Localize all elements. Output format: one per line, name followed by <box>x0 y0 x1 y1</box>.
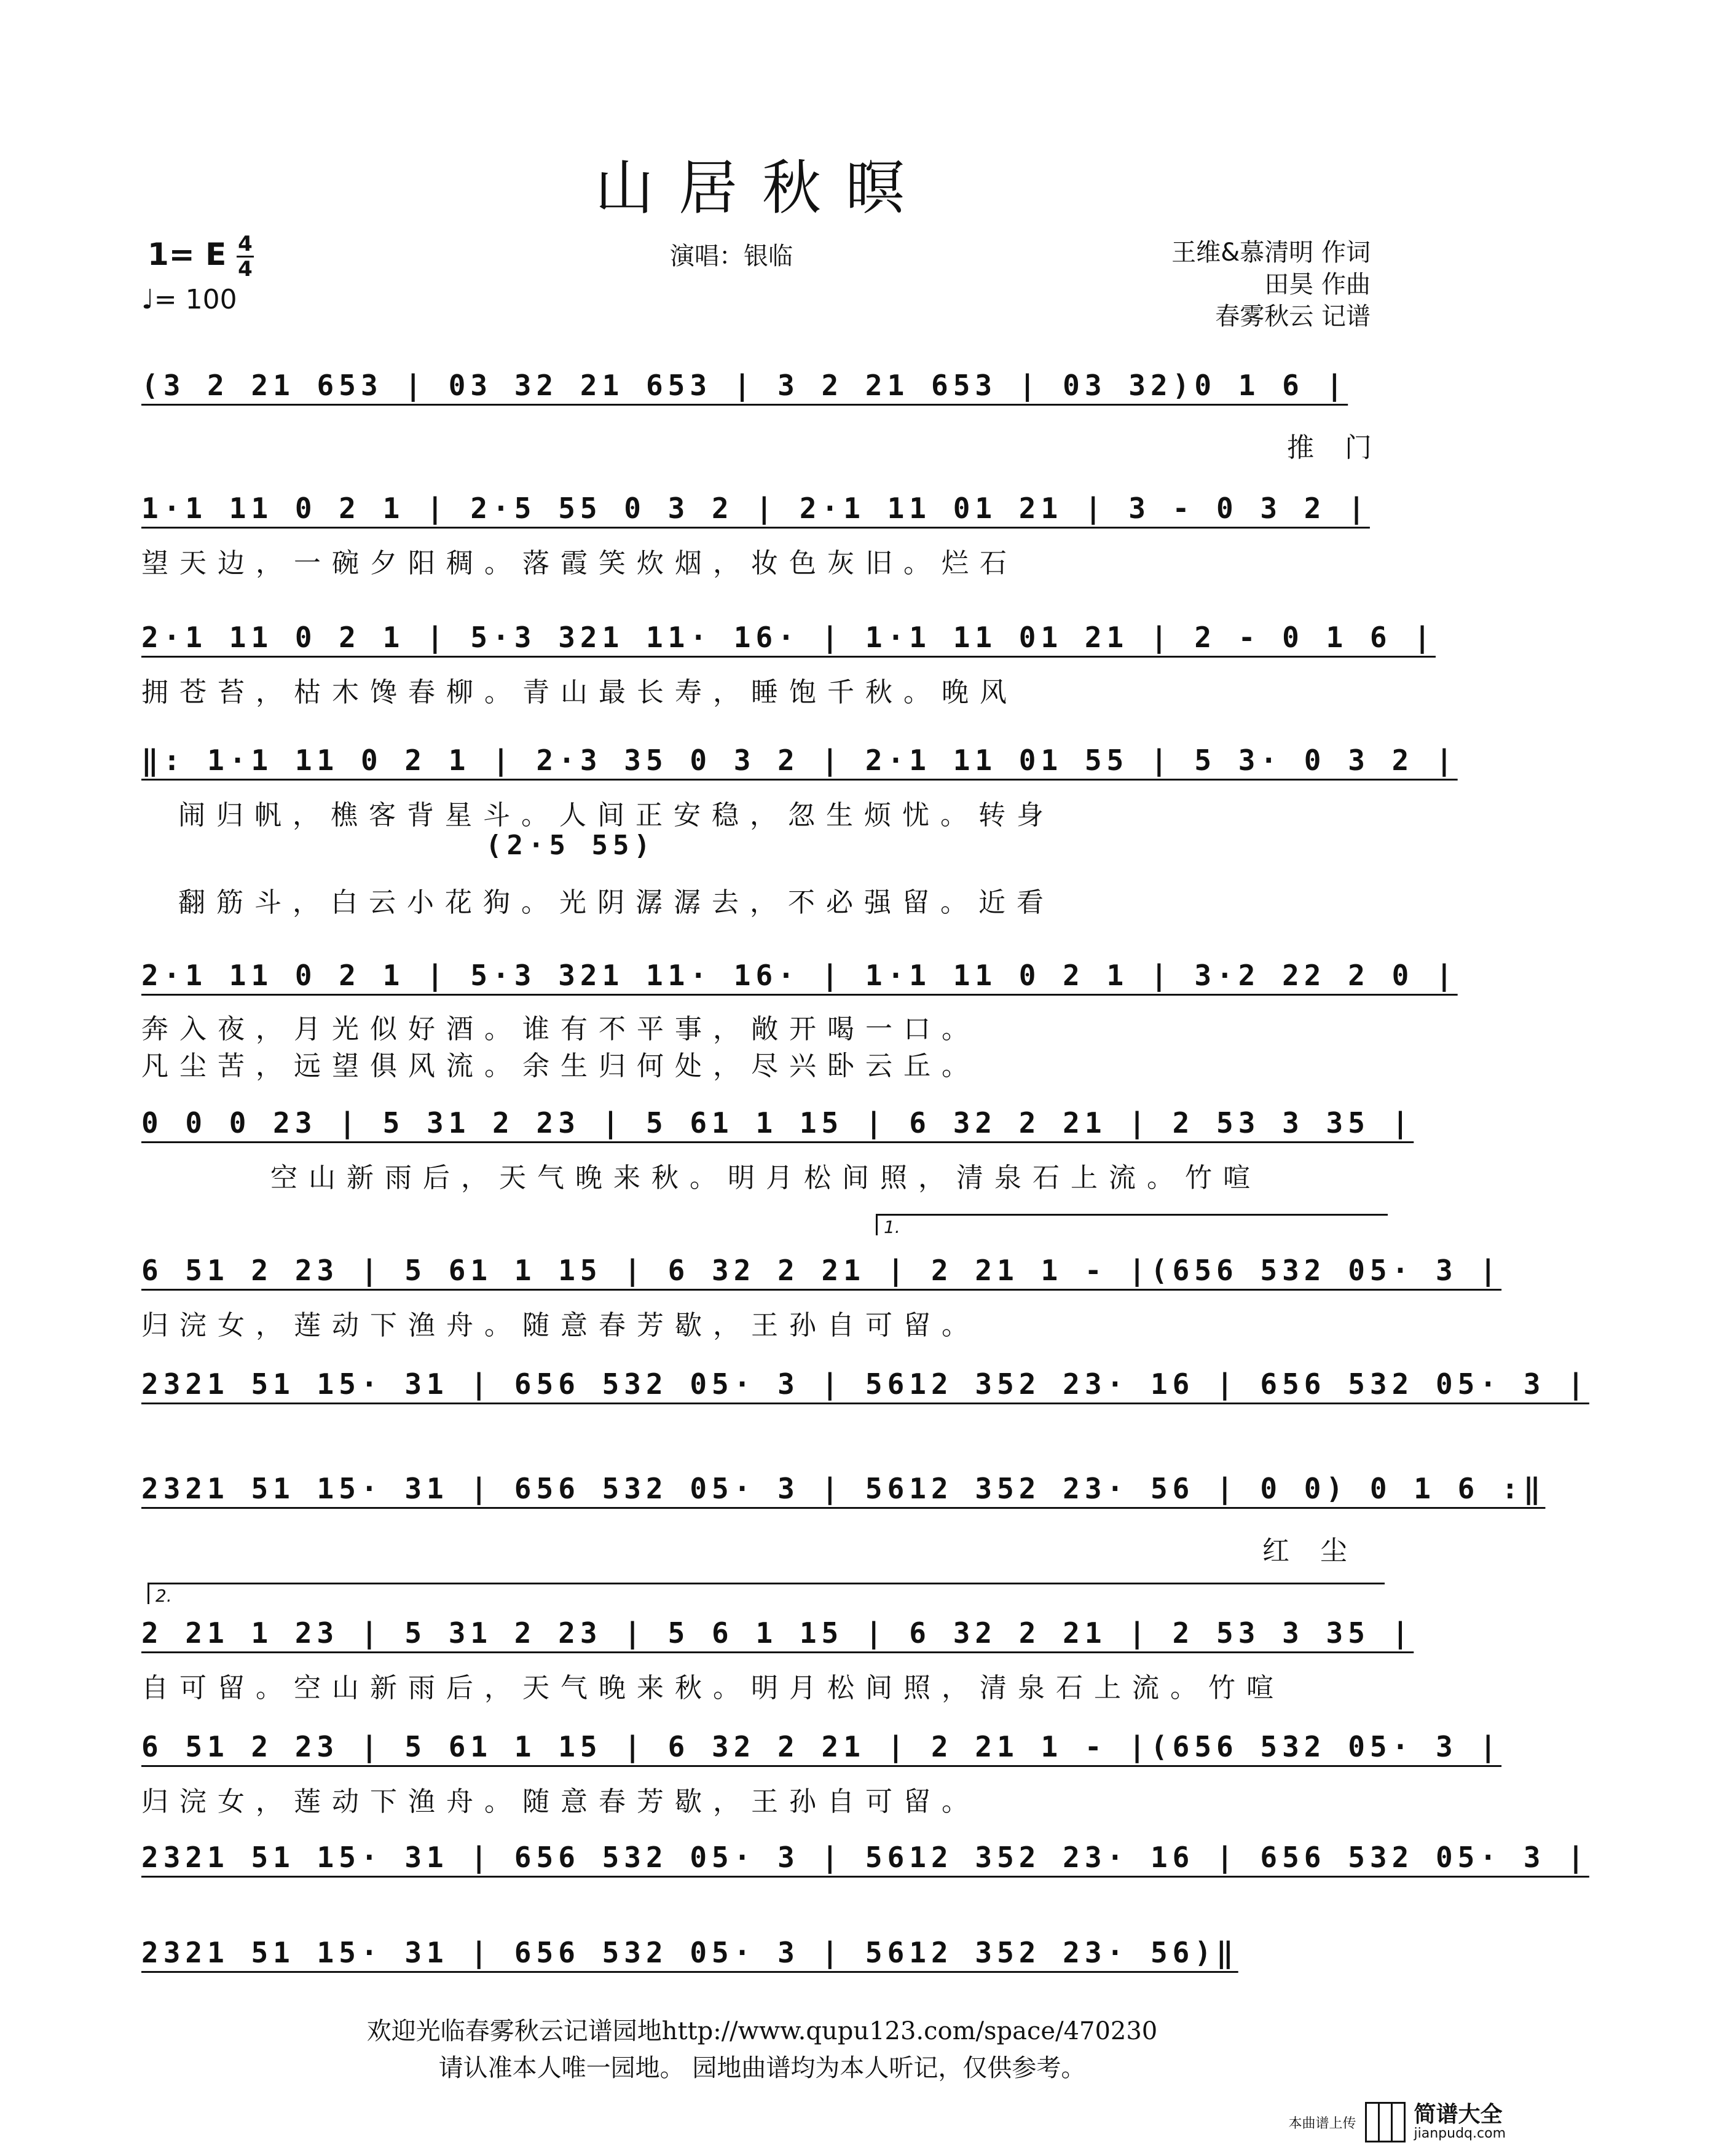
notation-line: 1·1 11 0 2 1 | 2·5 55 0 3 2 | 2·1 11 01 21 | 3 - 0 3 2 | <box>141 492 1370 525</box>
lyric-line: 空山新雨后，天气晚来秋。明月松间照，清泉石上流。竹喧 <box>270 1162 1261 1194</box>
key-signature: 1= E <box>148 237 227 272</box>
notation-line: ‖: 1·1 11 0 2 1 | 2·3 35 0 3 2 | 2·1 11 01 55 | 5 3· 0 3 2 | <box>141 744 1458 777</box>
site-logo <box>1289 2102 1506 2142</box>
alternate-notes: (2·5 55) <box>486 830 655 861</box>
piano-keys-icon <box>1365 2102 1406 2142</box>
notation-line: 0 0 0 23 | 5 31 2 23 | 5 61 1 15 | 6 32 2 21 | 2 53 3 35 | <box>141 1106 1414 1139</box>
lyric-line-verse-1: 奔入夜，月光似好酒。谁有不平事，敞开喝一口。 <box>141 1013 980 1045</box>
lyric-line: 归浣女，莲动下渔舟。随意春芳歇，王孙自可留。 <box>141 1310 980 1341</box>
upload-text: 本曲谱上传 <box>1288 2115 1356 2131</box>
transcriber: 春雾秋云 记谱 <box>1215 302 1371 331</box>
composer: 田昊 作曲 <box>1264 270 1371 299</box>
second-ending-bracket: 2. <box>148 1583 1385 1604</box>
logo-text <box>1414 2103 1506 2141</box>
notation-line: 6 51 2 23 | 5 61 1 15 | 6 32 2 21 | 2 21 1 - |(656 532 05· 3 | <box>141 1254 1502 1287</box>
singer: 演唱：银临 <box>670 242 793 270</box>
lyricist: 王维&慕清明 作词 <box>1171 238 1371 267</box>
lyric-line: 自可留。空山新雨后，天气晚来秋。明月松间照，清泉石上流。竹喧 <box>141 1672 1284 1704</box>
notation-line: 2321 51 15· 31 | 656 532 05· 3 | 5612 352 23· 56 | 0 0) 0 1 6 :‖ <box>141 1472 1546 1505</box>
score-title: 山居秋暝 <box>595 154 929 222</box>
notation-line: 2321 51 15· 31 | 656 532 05· 3 | 5612 352 23· 16 | 656 532 05· 3 | <box>141 1367 1589 1401</box>
notation-line: 2 21 1 23 | 5 31 2 23 | 5 6 1 15 | 6 32 2 21 | 2 53 3 35 | <box>141 1616 1414 1650</box>
notation-line: (3 2 21 653 | 03 32 21 653 | 3 2 21 653 | 03 32)0 1 6 | <box>141 369 1348 402</box>
notation-line: 2·1 11 0 2 1 | 5·3 321 11· 16· | 1·1 11 0 2 1 | 3·2 22 2 0 | <box>141 959 1458 992</box>
time-sig-top: 4 <box>238 232 253 256</box>
lyric-line: 归浣女，莲动下渔舟。随意春芳歇，王孙自可留。 <box>141 1786 980 1817</box>
tempo-marking: ♩= 100 <box>141 284 237 315</box>
credits <box>1171 237 1371 332</box>
notation-line: 2·1 11 0 2 1 | 5·3 321 11· 16· | 1·1 11 01 21 | 2 - 0 1 6 | <box>141 621 1436 654</box>
notation-line: 2321 51 15· 31 | 656 532 05· 3 | 5612 352 23· 56)‖ <box>141 1936 1238 1969</box>
lyric-line: 红 尘 <box>1262 1535 1358 1567</box>
footer-line-1: 欢迎光临春雾秋云记谱园地http://www.qupu123.com/space/470230 <box>366 2017 1158 2045</box>
logo-site: jianpudq.com <box>1414 2126 1506 2141</box>
first-ending-bracket: 1. <box>876 1214 1388 1235</box>
notation-line: 6 51 2 23 | 5 61 1 15 | 6 32 2 21 | 2 21 1 - |(656 532 05· 3 | <box>141 1730 1502 1763</box>
footer-notice <box>0 2013 1524 2087</box>
time-sig-bottom: 4 <box>238 257 253 281</box>
lyric-line: 推 门 <box>1287 432 1383 463</box>
lyric-line-verse-1: 闹归帆，樵客背星斗。人间正安稳，忽生烦忧。转身 <box>178 800 1055 831</box>
lyric-line: 望天边，一碗夕阳稠。落霞笑炊烟，妆色灰旧。烂石 <box>141 548 1018 579</box>
lyric-line: 拥苍苔，枯木馋春柳。青山最长寿，睡饱千秋。晚风 <box>141 677 1018 708</box>
notation-line: 2321 51 15· 31 | 656 532 05· 3 | 5612 352 23· 16 | 656 532 05· 3 | <box>141 1841 1589 1874</box>
lyric-line-verse-2: 翻筋斗，白云小花狗。光阴潺潺去，不必强留。近看 <box>178 887 1055 918</box>
time-signature <box>237 234 254 280</box>
lyric-line-verse-2: 凡尘苦，远望俱风流。余生归何处，尽兴卧云丘。 <box>141 1050 980 1082</box>
logo-brand: 简谱大全 <box>1414 2102 1503 2127</box>
footer-line-2: 请认准本人唯一园地。 园地曲谱均为本人听记，仅供参考。 <box>438 2054 1086 2082</box>
